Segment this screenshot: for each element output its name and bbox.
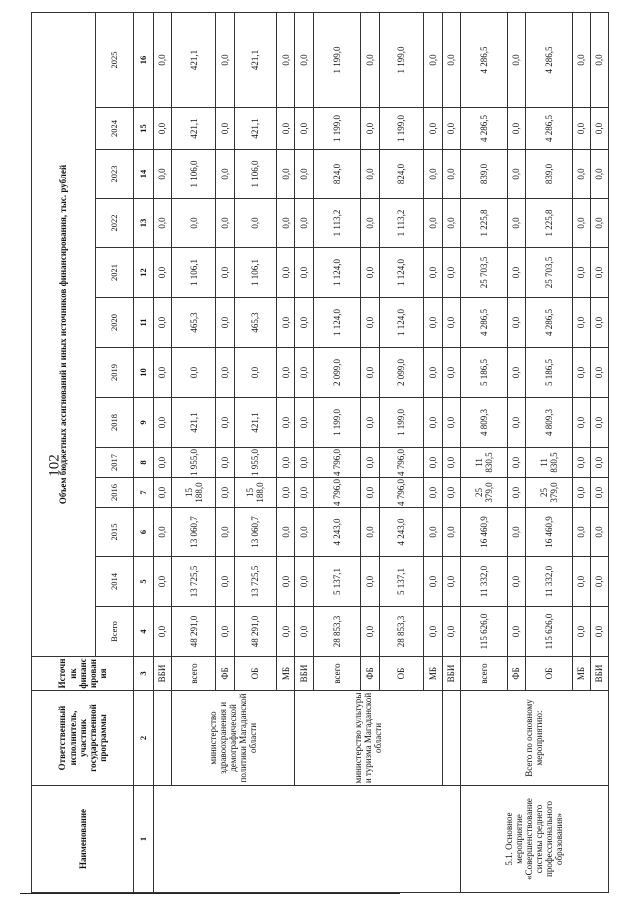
value-cell: 0,0 <box>590 606 608 656</box>
executor-cell-empty <box>153 690 171 785</box>
source-cell: ВБИ <box>590 656 608 690</box>
value-cell: 5 137,1 <box>379 556 424 606</box>
value-cell: 0,0 <box>424 198 442 247</box>
value-cell: 1 199,0 <box>313 12 361 107</box>
value-cell: 0,0 <box>153 297 171 347</box>
value-cell: 0,0 <box>295 477 313 507</box>
value-cell: 0,0 <box>442 606 460 656</box>
value-cell: 0,0 <box>590 507 608 556</box>
value-cell: 4 243,0 <box>313 507 361 556</box>
value-cell: 11 830,5 <box>525 447 572 477</box>
value-cell: 0,0 <box>234 347 277 397</box>
value-cell: 11 332,0 <box>460 556 507 606</box>
value-cell: 0,0 <box>153 477 171 507</box>
column-number: 13 <box>134 198 153 247</box>
table-row <box>442 12 460 892</box>
column-number: 6 <box>134 507 153 556</box>
value-cell: 0,0 <box>507 447 525 477</box>
executor-culture: министерство культуры и туризма Магаданской области <box>295 690 442 785</box>
header-source: Источник финансирования <box>32 656 134 690</box>
value-cell: 1 106,0 <box>234 149 277 198</box>
value-cell: 0,0 <box>216 397 234 447</box>
value-cell: 0,0 <box>277 556 295 606</box>
value-cell: 0,0 <box>424 347 442 397</box>
header-executor: Ответственный исполнитель, участник государственной программы <box>32 690 134 785</box>
value-cell: 4 286,5 <box>525 12 572 107</box>
table-row <box>153 12 171 892</box>
value-cell: 4 809,3 <box>460 397 507 447</box>
value-cell: 0,0 <box>507 247 525 297</box>
value-cell: 824,0 <box>379 149 424 198</box>
header-year: 2018 <box>95 397 133 447</box>
header-year: 2015 <box>95 507 133 556</box>
value-cell: 0,0 <box>442 198 460 247</box>
value-cell: 0,0 <box>277 149 295 198</box>
page-number: 102 <box>46 454 63 477</box>
source-cell: ФБ <box>216 656 234 690</box>
source-cell: всего <box>313 656 361 690</box>
value-cell: 0,0 <box>424 107 442 149</box>
value-cell: 5 137,1 <box>313 556 361 606</box>
value-cell: 0,0 <box>216 507 234 556</box>
value-cell: 0,0 <box>507 347 525 397</box>
value-cell: 0,0 <box>216 447 234 477</box>
value-cell: 4 286,5 <box>460 107 507 149</box>
value-cell: 0,0 <box>442 397 460 447</box>
value-cell: 0,0 <box>424 297 442 347</box>
value-cell: 4 286,5 <box>460 297 507 347</box>
value-cell: 13 725,5 <box>234 556 277 606</box>
value-cell: 0,0 <box>572 447 590 477</box>
value-cell: 0,0 <box>216 247 234 297</box>
value-cell: 0,0 <box>295 606 313 656</box>
rotated-table-wrapper <box>31 13 609 893</box>
value-cell: 1 106,0 <box>171 149 216 198</box>
value-cell: 421,1 <box>234 107 277 149</box>
value-cell: 0,0 <box>590 347 608 397</box>
value-cell: 28 853,3 <box>313 606 361 656</box>
value-cell: 0,0 <box>361 447 379 477</box>
value-cell: 0,0 <box>361 556 379 606</box>
value-cell: 0,0 <box>442 507 460 556</box>
value-cell: 0,0 <box>171 198 216 247</box>
value-cell: 2 099,0 <box>379 347 424 397</box>
value-cell: 13 060,7 <box>234 507 277 556</box>
value-cell: 1 113,2 <box>379 198 424 247</box>
column-number: 15 <box>134 107 153 149</box>
value-cell: 2 099,0 <box>313 347 361 397</box>
value-cell: 4 796,0 <box>313 477 361 507</box>
value-cell: 1 955,0 <box>234 447 277 477</box>
value-cell: 0,0 <box>507 297 525 347</box>
value-cell: 0,0 <box>153 247 171 297</box>
value-cell: 1 106,1 <box>234 247 277 297</box>
value-cell: 421,1 <box>171 12 216 107</box>
value-cell: 0,0 <box>277 12 295 107</box>
value-cell: 1 225,8 <box>525 198 572 247</box>
value-cell: 0,0 <box>424 149 442 198</box>
value-cell: 0,0 <box>507 198 525 247</box>
value-cell: 0,0 <box>590 477 608 507</box>
value-cell: 465,3 <box>234 297 277 347</box>
value-cell: 25 703,5 <box>460 247 507 297</box>
value-cell: 0,0 <box>295 507 313 556</box>
header-year: 2017 <box>95 447 133 477</box>
executor-health: министерство здравоохранения и демографической политики Магаданской области <box>171 690 295 785</box>
value-cell: 115 626,0 <box>525 606 572 656</box>
value-cell: 0,0 <box>361 297 379 347</box>
header-volume: Объем бюджетных ассигнований и иных источников финансирования, тыс. рублей <box>32 12 96 656</box>
value-cell: 11 830,5 <box>460 447 507 477</box>
value-cell: 0,0 <box>361 107 379 149</box>
header-row <box>32 12 96 892</box>
value-cell: 0,0 <box>572 556 590 606</box>
value-cell: 0,0 <box>590 297 608 347</box>
column-number: 16 <box>134 12 153 107</box>
header-year: 2021 <box>95 247 133 297</box>
source-cell: всего <box>171 656 216 690</box>
value-cell: 0,0 <box>507 606 525 656</box>
value-cell: 1 106,1 <box>171 247 216 297</box>
value-cell: 0,0 <box>295 198 313 247</box>
value-cell: 0,0 <box>424 507 442 556</box>
value-cell: 1 124,0 <box>379 247 424 297</box>
source-cell: ОБ <box>525 656 572 690</box>
activity-name: 5.1. Основное мероприятие «Совершенствование системы среднего профессионального образования» <box>460 785 608 892</box>
value-cell: 0,0 <box>216 347 234 397</box>
header-year: 2023 <box>95 149 133 198</box>
header-year: 2022 <box>95 198 133 247</box>
value-cell: 0,0 <box>295 397 313 447</box>
value-cell: 4 796,0 <box>379 447 424 477</box>
header-name: Наименование <box>32 785 134 892</box>
value-cell: 0,0 <box>361 247 379 297</box>
value-cell: 0,0 <box>295 556 313 606</box>
value-cell: 1 199,0 <box>379 12 424 107</box>
value-cell: 16 460,9 <box>525 507 572 556</box>
value-cell: 15 188,0 <box>234 477 277 507</box>
value-cell: 4 243,0 <box>379 507 424 556</box>
value-cell: 839,0 <box>525 149 572 198</box>
value-cell: 5 186,5 <box>460 347 507 397</box>
value-cell: 0,0 <box>361 606 379 656</box>
source-cell: ОБ <box>379 656 424 690</box>
value-cell: 0,0 <box>295 107 313 149</box>
value-cell: 1 199,0 <box>313 107 361 149</box>
header-year: 2014 <box>95 556 133 606</box>
value-cell: 0,0 <box>572 297 590 347</box>
value-cell: 0,0 <box>507 12 525 107</box>
value-cell: 0,0 <box>507 397 525 447</box>
value-cell: 0,0 <box>361 149 379 198</box>
value-cell: 0,0 <box>216 556 234 606</box>
value-cell: 0,0 <box>572 198 590 247</box>
column-number: 8 <box>134 447 153 477</box>
value-cell: 0,0 <box>424 556 442 606</box>
value-cell: 0,0 <box>590 149 608 198</box>
value-cell: 0,0 <box>153 347 171 397</box>
value-cell: 115 626,0 <box>460 606 507 656</box>
column-number: 5 <box>134 556 153 606</box>
value-cell: 48 291,0 <box>171 606 216 656</box>
value-cell: 1 113,2 <box>313 198 361 247</box>
value-cell: 0,0 <box>507 107 525 149</box>
value-cell: 4 286,5 <box>460 12 507 107</box>
value-cell: 0,0 <box>572 397 590 447</box>
header-year: 2025 <box>95 12 133 107</box>
value-cell: 0,0 <box>216 297 234 347</box>
value-cell: 0,0 <box>277 447 295 477</box>
value-cell: 15 188,0 <box>171 477 216 507</box>
value-cell: 0,0 <box>153 397 171 447</box>
value-cell: 1 124,0 <box>379 297 424 347</box>
column-number: 1 <box>134 785 153 892</box>
header-year: 2016 <box>95 477 133 507</box>
header-total: Всего <box>95 606 133 656</box>
value-cell: 0,0 <box>572 606 590 656</box>
table-row <box>171 12 216 892</box>
column-number: 10 <box>134 347 153 397</box>
value-cell: 1 124,0 <box>313 247 361 297</box>
value-cell: 0,0 <box>442 107 460 149</box>
value-cell: 0,0 <box>572 107 590 149</box>
value-cell: 0,0 <box>361 477 379 507</box>
value-cell: 421,1 <box>234 397 277 447</box>
value-cell: 28 853,3 <box>379 606 424 656</box>
value-cell: 0,0 <box>277 247 295 297</box>
value-cell: 0,0 <box>234 198 277 247</box>
source-cell: ФБ <box>361 656 379 690</box>
value-cell: 839,0 <box>460 149 507 198</box>
column-number: 11 <box>134 297 153 347</box>
value-cell: 421,1 <box>171 397 216 447</box>
value-cell: 5 186,5 <box>525 347 572 397</box>
value-cell: 0,0 <box>295 347 313 397</box>
value-cell: 0,0 <box>442 149 460 198</box>
value-cell: 0,0 <box>153 149 171 198</box>
source-cell: ОБ <box>234 656 277 690</box>
value-cell: 0,0 <box>153 507 171 556</box>
source-cell: всего <box>460 656 507 690</box>
value-cell: 16 460,9 <box>460 507 507 556</box>
value-cell: 0,0 <box>507 149 525 198</box>
value-cell: 465,3 <box>171 297 216 347</box>
value-cell: 4 796,0 <box>379 477 424 507</box>
value-cell: 0,0 <box>277 507 295 556</box>
value-cell: 0,0 <box>442 247 460 297</box>
value-cell: 0,0 <box>216 107 234 149</box>
table-row <box>460 12 507 892</box>
source-cell: МБ <box>277 656 295 690</box>
value-cell: 0,0 <box>572 149 590 198</box>
value-cell: 0,0 <box>277 397 295 447</box>
source-cell: МБ <box>572 656 590 690</box>
value-cell: 0,0 <box>361 507 379 556</box>
value-cell: 0,0 <box>361 12 379 107</box>
value-cell: 421,1 <box>234 12 277 107</box>
value-cell: 0,0 <box>216 149 234 198</box>
value-cell: 0,0 <box>361 347 379 397</box>
executor-cell-empty <box>442 690 460 785</box>
value-cell: 0,0 <box>277 606 295 656</box>
value-cell: 0,0 <box>442 12 460 107</box>
value-cell: 0,0 <box>590 107 608 149</box>
column-number: 12 <box>134 247 153 297</box>
value-cell: 0,0 <box>171 347 216 397</box>
value-cell: 0,0 <box>572 12 590 107</box>
value-cell: 1 955,0 <box>171 447 216 477</box>
value-cell: 824,0 <box>313 149 361 198</box>
value-cell: 0,0 <box>424 447 442 477</box>
value-cell: 0,0 <box>295 12 313 107</box>
value-cell: 4 286,5 <box>525 297 572 347</box>
value-cell: 0,0 <box>590 447 608 477</box>
value-cell: 0,0 <box>295 447 313 477</box>
value-cell: 0,0 <box>153 107 171 149</box>
value-cell: 0,0 <box>216 12 234 107</box>
value-cell: 0,0 <box>424 397 442 447</box>
value-cell: 25 703,5 <box>525 247 572 297</box>
header-year: 2019 <box>95 347 133 397</box>
source-cell: ВБИ <box>153 656 171 690</box>
value-cell: 0,0 <box>590 397 608 447</box>
value-cell: 0,0 <box>442 477 460 507</box>
column-number: 3 <box>134 656 153 690</box>
name-cell-empty <box>153 785 460 892</box>
column-number: 4 <box>134 606 153 656</box>
value-cell: 0,0 <box>424 477 442 507</box>
value-cell: 4 796,0 <box>313 447 361 477</box>
table-row <box>295 12 313 892</box>
value-cell: 0,0 <box>153 198 171 247</box>
value-cell: 0,0 <box>361 397 379 447</box>
value-cell: 0,0 <box>572 347 590 397</box>
column-number: 9 <box>134 397 153 447</box>
value-cell: 421,1 <box>171 107 216 149</box>
value-cell: 0,0 <box>590 198 608 247</box>
value-cell: 1 199,0 <box>379 107 424 149</box>
value-cell: 0,0 <box>153 447 171 477</box>
source-cell: ВБИ <box>442 656 460 690</box>
value-cell: 0,0 <box>424 247 442 297</box>
value-cell: 11 332,0 <box>525 556 572 606</box>
value-cell: 4 286,5 <box>525 107 572 149</box>
column-number: 7 <box>134 477 153 507</box>
value-cell: 0,0 <box>153 556 171 606</box>
value-cell: 0,0 <box>216 606 234 656</box>
header-year: 2024 <box>95 107 133 149</box>
value-cell: 0,0 <box>277 297 295 347</box>
value-cell: 25 379,0 <box>525 477 572 507</box>
column-number-row <box>134 12 153 892</box>
value-cell: 48 291,0 <box>234 606 277 656</box>
value-cell: 0,0 <box>277 107 295 149</box>
value-cell: 0,0 <box>361 198 379 247</box>
value-cell: 0,0 <box>590 247 608 297</box>
value-cell: 0,0 <box>153 12 171 107</box>
value-cell: 0,0 <box>442 347 460 397</box>
budget-table <box>31 11 609 892</box>
value-cell: 0,0 <box>442 297 460 347</box>
value-cell: 0,0 <box>442 447 460 477</box>
value-cell: 13 060,7 <box>171 507 216 556</box>
value-cell: 1 225,8 <box>460 198 507 247</box>
source-cell: ВБИ <box>295 656 313 690</box>
value-cell: 4 809,3 <box>525 397 572 447</box>
value-cell: 0,0 <box>216 198 234 247</box>
value-cell: 1 124,0 <box>313 297 361 347</box>
value-cell: 0,0 <box>572 477 590 507</box>
value-cell: 0,0 <box>295 297 313 347</box>
source-cell: МБ <box>424 656 442 690</box>
value-cell: 0,0 <box>590 12 608 107</box>
value-cell: 0,0 <box>295 149 313 198</box>
value-cell: 0,0 <box>507 507 525 556</box>
value-cell: 0,0 <box>153 606 171 656</box>
source-cell: ФБ <box>507 656 525 690</box>
value-cell: 0,0 <box>507 556 525 606</box>
value-cell: 0,0 <box>590 556 608 606</box>
value-cell: 0,0 <box>572 247 590 297</box>
column-number: 14 <box>134 149 153 198</box>
value-cell: 0,0 <box>277 477 295 507</box>
value-cell: 13 725,5 <box>171 556 216 606</box>
value-cell: 0,0 <box>424 12 442 107</box>
value-cell: 0,0 <box>507 477 525 507</box>
value-cell: 1 199,0 <box>313 397 361 447</box>
value-cell: 25 379,0 <box>460 477 507 507</box>
value-cell: 0,0 <box>424 606 442 656</box>
activity-total-label: Всего по основному мероприятию: <box>460 690 608 785</box>
value-cell: 0,0 <box>216 477 234 507</box>
value-cell: 0,0 <box>277 347 295 397</box>
column-number: 2 <box>134 690 153 785</box>
bottom-rule <box>20 893 400 894</box>
value-cell: 1 199,0 <box>379 397 424 447</box>
value-cell: 0,0 <box>442 556 460 606</box>
header-year: 2020 <box>95 297 133 347</box>
value-cell: 0,0 <box>295 247 313 297</box>
value-cell: 0,0 <box>572 507 590 556</box>
value-cell: 0,0 <box>277 198 295 247</box>
